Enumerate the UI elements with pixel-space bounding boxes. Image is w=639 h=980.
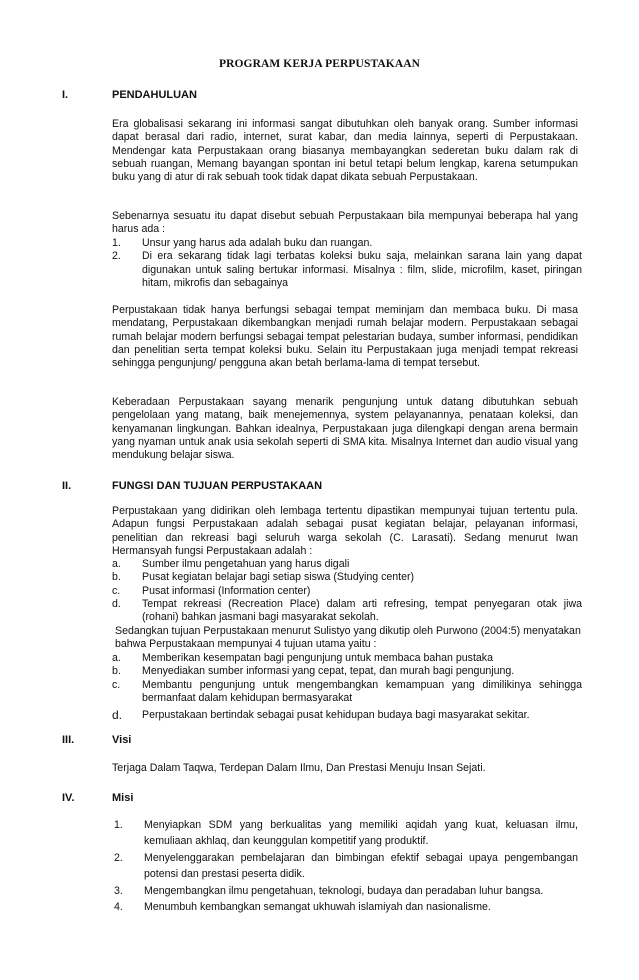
list-item bbox=[112, 709, 582, 722]
list-marker: 1. bbox=[114, 819, 123, 831]
misi-list bbox=[112, 818, 578, 915]
section-1-paragraph-2: Sebenarnya sesuatu itu dapat disebut sebuah Perpustakaan bila mempunyai beberapa hal yang harus ada : bbox=[112, 210, 578, 236]
list-item bbox=[112, 652, 582, 665]
list-marker: a. bbox=[112, 558, 121, 570]
list-item bbox=[112, 598, 582, 625]
list-item bbox=[112, 851, 578, 882]
fungsi-list bbox=[112, 558, 582, 624]
list-marker: 2. bbox=[114, 852, 123, 864]
list-marker: 2. bbox=[112, 250, 121, 263]
list-item bbox=[112, 665, 582, 678]
section-1-paragraph-3: Perpustakaan tidak hanya berfungsi sebagai tempat meminjam dan membaca buku. Di masa mendatang, Perpustakaan dikembangkan menjadi rumah belajar modern. Perpustakaan sebagai rumah belajar modern berfungsi sebagai tempat pelestarian budaya, sumber informasi, pendidikan dan penelitian serta tempat koleksi buku. Selain itu Perpustakaan juga menjadi tempat rekreasi sehingga pengunjung/ pengguna akan betah berlama-lama di tempat tersebut. bbox=[112, 304, 578, 370]
list-marker: c. bbox=[112, 678, 121, 691]
list-item-text: Pusat kegiatan belajar bagi setiap siswa (Studying center) bbox=[142, 571, 415, 584]
list-item bbox=[112, 237, 582, 250]
list-item bbox=[112, 818, 578, 849]
list-marker: d. bbox=[112, 708, 123, 723]
list-item-text: Menyiapkan SDM yang berkualitas yang memiliki aqidah yang kuat, keluasan ilmu, kemuliaan akhlaq, dan keunggulan kompetitif yang produktif. bbox=[144, 819, 578, 847]
section-3-heading: Visi bbox=[112, 734, 132, 746]
section-1-heading: PENDAHULUAN bbox=[112, 89, 197, 101]
list-marker: b. bbox=[112, 665, 121, 678]
list-item-text: Sumber ilmu pengetahuan yang harus digali bbox=[142, 558, 350, 570]
section-1-number: I. bbox=[62, 89, 69, 101]
list-item-text: Membantu pengunjung untuk mengembangkan kemampuan yang dimilikinya sehingga bermanfaat dalam kehidupan bermasyarakat bbox=[142, 678, 582, 704]
document-title: PROGRAM KERJA PERPUSTAKAAN bbox=[218, 58, 421, 70]
list-item bbox=[112, 679, 582, 706]
list-item-text: Unsur yang harus ada adalah buku dan ruangan. bbox=[142, 237, 373, 249]
list-marker: d. bbox=[112, 597, 121, 610]
list-item bbox=[112, 558, 582, 571]
list-marker: 4. bbox=[114, 900, 123, 913]
section-1-paragraph-4: Keberadaan Perpustakaan sayang menarik pengunjung untuk datang dibutuhkan sebuah pengelolaan yang matang, baik menejemennya, system pelayanannya, penataan koleksi, dan kenyamanan lingkungan. Bahkan idealnya, Perpustakaan juga dilengkapi dengan arena bermain yang nyaman untuk anak usia sekolah seperti di SMA kita. Misalnya Internet dan audio visual yang mendukung belajar siswa. bbox=[112, 396, 578, 462]
list-marker: a. bbox=[112, 652, 121, 664]
list-marker: b. bbox=[112, 571, 121, 584]
visi-text: Terjaga Dalam Taqwa, Terdepan Dalam Ilmu, Dan Prestasi Menuju Insan Sejati. bbox=[112, 762, 486, 774]
tujuan-list bbox=[112, 652, 582, 722]
list-item bbox=[112, 571, 582, 584]
section-1-paragraph-1: Era globalisasi sekarang ini informasi sangat dibutuhkan oleh banyak orang. Sumber informasi dapat berasal dari radio, internet, surat kabar, dan media lainnya, seperti di Perpustakaan. Mendengar kata Perpustakaan orang biasanya membayangkan sederetan buku dalam rak di sebuah ruangan, Memang bayangan spontan ini betul tetapi belum lengkap, karena setumpukan buku yang di atur di rak sebuah took tidak dapat dikata sebuah Perpustakaan. bbox=[112, 118, 578, 184]
list-item-text: Di era sekarang tidak lagi terbatas koleksi buku saja, melainkan sarana lain yang dapat digunakan untuk saling bertukar informasi. Misalnya : film, slide, microfilm, kaset, piringan hitam, mikrofis dan sebagainya bbox=[142, 250, 582, 289]
list-marker: 1. bbox=[112, 237, 121, 249]
list-item-text: Menumbuh kembangkan semangat ukhuwah islamiyah dan nasionalisme. bbox=[144, 900, 491, 913]
list-marker: 3. bbox=[114, 885, 123, 897]
section-4-heading: Misi bbox=[112, 792, 134, 804]
list-item-text: Perpustakaan bertindak sebagai pusat kehidupan budaya bagi masyarakat sekitar. bbox=[142, 709, 530, 722]
list-item bbox=[112, 884, 578, 900]
section-2-heading: FUNGSI DAN TUJUAN PERPUSTAKAAN bbox=[112, 480, 323, 492]
section-2-paragraph-1: Perpustakaan yang didirikan oleh lembaga tertentu dipastikan mempunyai tujuan tertentu pula. Adapun fungsi Perpustakaan adalah sebagai pusat kegiatan belajar, pelayanan informasi, penelitian dan rekreasi bagi seluruh warga sekolah (C. Larasati). Sedang menurut Iwan Hermansyah fungsi Perpustakaan adalah : bbox=[112, 505, 578, 557]
list-item-text: Pusat informasi (Information center) bbox=[142, 584, 311, 597]
list-item-text: Mengembangkan ilmu pengetahuan, teknologi, budaya dan peradaban luhur bangsa. bbox=[144, 885, 544, 897]
section-2-paragraph-2: Sedangkan tujuan Perpustakaan menurut Sulistyo yang dikutip oleh Purwono (2004:5) menyatakan bahwa Perpustakaan mempunyai 4 tujuan utama yaitu : bbox=[115, 625, 581, 651]
section-1-list bbox=[112, 237, 582, 290]
section-4-number: IV. bbox=[62, 792, 75, 804]
section-3-number: III. bbox=[62, 734, 75, 746]
list-item-text: Memberikan kesempatan bagi pengunjung untuk membaca bahan pustaka bbox=[142, 652, 494, 664]
list-item-text: Menyediakan sumber informasi yang cepat, tepat, dan murah bagi pengunjung. bbox=[142, 665, 515, 678]
list-item bbox=[112, 250, 582, 290]
list-item-text: Menyelenggarakan pembelajaran dan bimbingan efektif sebagai upaya pengembangan potensi dan prestasi peserta didik. bbox=[144, 852, 578, 880]
list-item bbox=[112, 585, 582, 598]
list-marker: c. bbox=[112, 584, 121, 597]
section-2-number: II. bbox=[62, 480, 72, 492]
list-item bbox=[112, 900, 578, 916]
list-item-text: Tempat rekreasi (Recreation Place) dalam arti refresing, tempat penyegaran otak jiwa (rohani) bahkan jasmani bagi masyarakat sekolah. bbox=[142, 597, 582, 624]
